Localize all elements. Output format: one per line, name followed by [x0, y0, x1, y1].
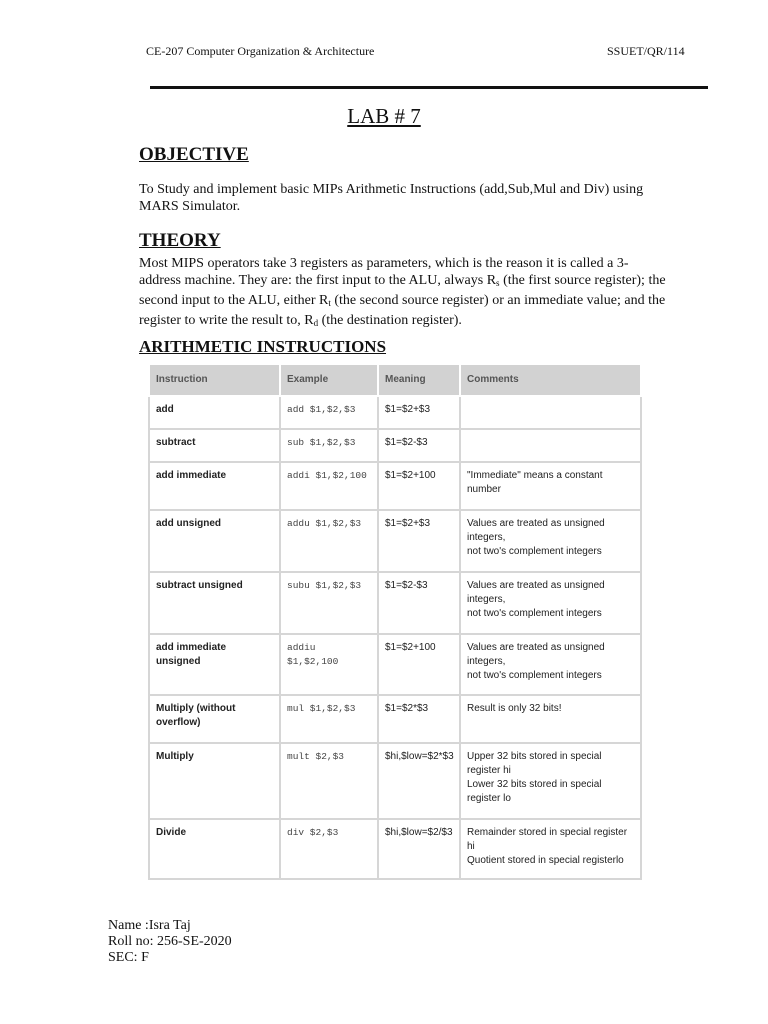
theory-text [139, 255, 669, 332]
example-cell: addu $1,$2,$3 [280, 510, 378, 572]
instruction-cell: Divide [149, 819, 280, 879]
table-row [149, 819, 641, 879]
comment-cell: Values are treated as unsigned integers, not two's complement integers [460, 510, 641, 572]
meaning-cell: $1=$2+100 [378, 462, 460, 510]
column-header-instruction: Instruction [149, 364, 280, 396]
table-header-row [149, 364, 641, 396]
section: SEC: F [108, 950, 149, 965]
table-row [149, 396, 641, 429]
table-row [149, 510, 641, 572]
instruction-cell: subtract [149, 429, 280, 462]
theory-text-d: (the destination register). [318, 313, 462, 328]
instruction-cell: add unsigned [149, 510, 280, 572]
meaning-cell: $hi,$low=$2*$3 [378, 743, 460, 819]
instruction-cell: add immediate unsigned [149, 634, 280, 695]
instruction-cell: add [149, 396, 280, 429]
comment-cell: Values are treated as unsigned integers, not two's complement integers [460, 572, 641, 634]
meaning-cell: $1=$2+$3 [378, 396, 460, 429]
comment-cell: Remainder stored in special register hi Quotient stored in special registerlo [460, 819, 641, 879]
column-header-example: Example [280, 364, 378, 396]
objective-text: To Study and implement basic MIPs Arithmetic Instructions (add,Sub,Mul and Div) using MARS Simulator. [139, 182, 644, 214]
theory-sub-d: d [313, 318, 319, 328]
table-row [149, 695, 641, 743]
theory-text-a: Most MIPS operators take 3 registers as parameters, which is the reason it is called a 3-address machine. They are: the first input to the ALU, always R [139, 256, 629, 288]
column-header-meaning: Meaning [378, 364, 460, 396]
example-cell: add $1,$2,$3 [280, 396, 378, 429]
theory-text-c: (the second source register) or an immediate value; and the register to write the result to, R [139, 293, 666, 328]
meaning-cell: $1=$2+100 [378, 634, 460, 695]
theory-sub-s: s [496, 278, 500, 288]
lab-title: LAB # 7 [347, 104, 421, 128]
theory-sub-t: t [328, 298, 331, 308]
theory-heading: THEORY [139, 230, 221, 251]
comment-cell [460, 429, 641, 462]
example-cell: subu $1,$2,$3 [280, 572, 378, 634]
course-header: CE-207 Computer Organization & Architecture [146, 44, 375, 58]
arithmetic-instructions-table [148, 363, 642, 880]
instruction-cell: subtract unsigned [149, 572, 280, 634]
instruction-cell: add immediate [149, 462, 280, 510]
comment-cell: "Immediate" means a constant number [460, 462, 641, 510]
instruction-cell: Multiply (without overflow) [149, 695, 280, 743]
meaning-cell: $1=$2-$3 [378, 572, 460, 634]
example-cell: div $2,$3 [280, 819, 378, 879]
example-cell: addiu $1,$2,100 [280, 634, 378, 695]
meaning-cell: $1=$2*$3 [378, 695, 460, 743]
roll-number: Roll no: 256-SE-2020 [108, 934, 232, 949]
instruction-cell: Multiply [149, 743, 280, 819]
table-row [149, 462, 641, 510]
table-row [149, 572, 641, 634]
comment-cell: Upper 32 bits stored in special register hi Lower 32 bits stored in special register lo [460, 743, 641, 819]
table-row [149, 429, 641, 462]
objective-heading: OBJECTIVE [139, 144, 249, 165]
arithmetic-heading: ARITHMETIC INSTRUCTIONS [139, 337, 387, 356]
table-row [149, 634, 641, 695]
table-row [149, 743, 641, 819]
meaning-cell: $1=$2-$3 [378, 429, 460, 462]
theory-text-b: (the first source register); the second input to the ALU, either R [139, 273, 666, 308]
student-name: Name :Isra Taj [108, 918, 191, 933]
example-cell: addi $1,$2,100 [280, 462, 378, 510]
example-cell: sub $1,$2,$3 [280, 429, 378, 462]
example-cell: mul $1,$2,$3 [280, 695, 378, 743]
meaning-cell: $1=$2+$3 [378, 510, 460, 572]
header-rule [150, 86, 708, 89]
example-cell: mult $2,$3 [280, 743, 378, 819]
comment-cell: Result is only 32 bits! [460, 695, 641, 743]
column-header-comments: Comments [460, 364, 641, 396]
comment-cell: Values are treated as unsigned integers, not two's complement integers [460, 634, 641, 695]
meaning-cell: $hi,$low=$2/$3 [378, 819, 460, 879]
document-code: SSUET/QR/114 [607, 44, 685, 58]
comment-cell [460, 396, 641, 429]
